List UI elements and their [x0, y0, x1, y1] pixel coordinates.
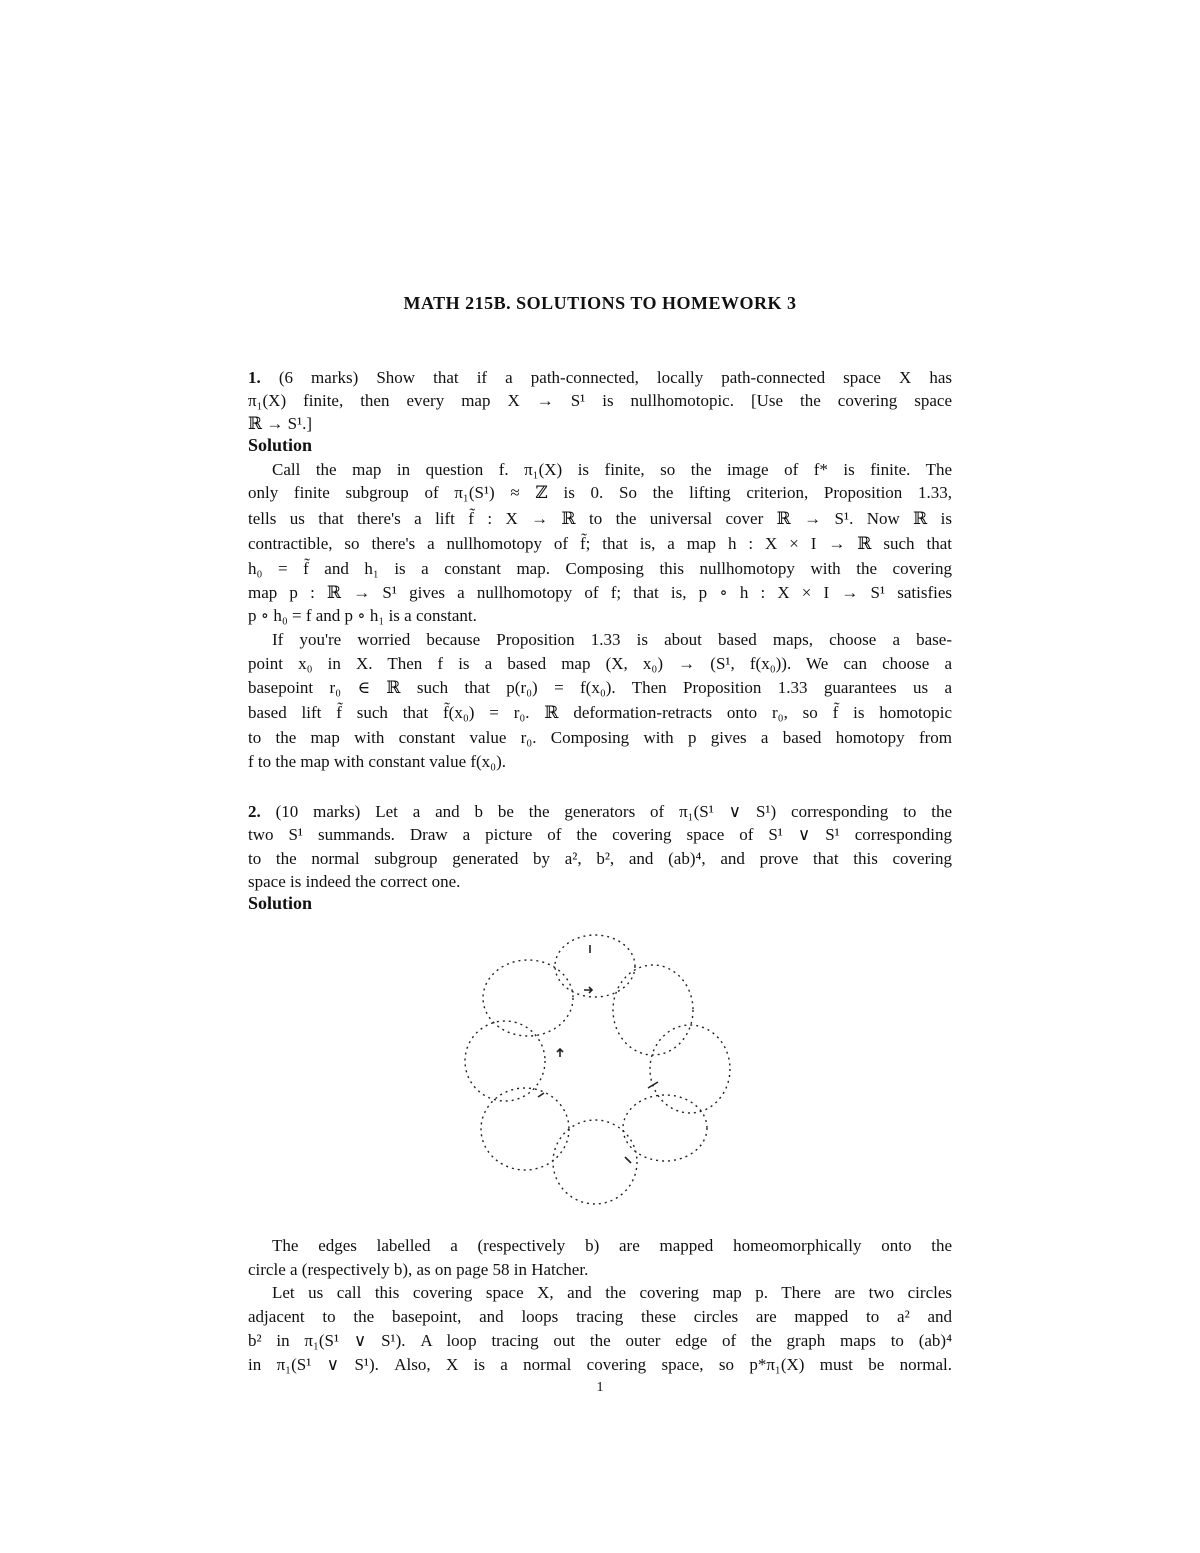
solution-1-line: If you're worried because Proposition 1.33 is about based maps, choose a base- [272, 630, 952, 649]
solution-1-line: Call the map in question f. π₁(X) is finite, so the image of f* is finite. The [272, 460, 952, 479]
problem-1-line: π₁(X) finite, then every map X → S¹ is nullhomotopic. [Use the covering space [248, 391, 952, 410]
solution-1-line: contractible, so there's a nullhomotopy of f̃; that is, a map h : X × I → ℝ such that [248, 534, 952, 553]
solution-2-line: The edges labelled a (respectively b) are mapped homeomorphically onto the [272, 1236, 952, 1255]
diagram-circle [553, 1120, 637, 1204]
solution-heading: Solution [248, 435, 313, 455]
problem-1-text: (6 marks) Show that if a path-connected, locally path-connected space X has [260, 368, 952, 387]
solution-1-line: f to the map with constant value f(x₀). [248, 752, 507, 771]
diagram-circle [481, 1088, 569, 1170]
problem-2-line: space is indeed the correct one. [248, 872, 461, 891]
arrow-icon [557, 1049, 563, 1057]
solution-1-line: p ∘ h₀ = f and p ∘ h₁ is a constant. [248, 606, 477, 625]
arrow-icon [584, 987, 592, 993]
solution-2-line: adjacent to the basepoint, and loops tracing these circles are mapped to a² and [248, 1307, 952, 1326]
solution-2-line: circle a (respectively b), as on page 58 in Hatcher. [248, 1260, 589, 1279]
arrow-icon [648, 1082, 658, 1088]
page-number: 1 [596, 1380, 604, 1395]
solution-1-line: h₀ = f̃ and h₁ is a constant map. Composing this nullhomotopy with the covering [248, 559, 952, 578]
diagram-circle [483, 960, 573, 1036]
solution-1-line: to the map with constant value r₀. Composing with p gives a based homotopy from [248, 728, 952, 747]
problem-2-line: two S¹ summands. Draw a picture of the covering space of S¹ ∨ S¹ corresponding [248, 825, 952, 844]
solution-1-line: point x₀ in X. Then f is a based map (X, x₀) → (S¹, f(x₀)). We can choose a [248, 654, 952, 673]
arrow-icon [625, 1157, 631, 1163]
problem-2-text: (10 marks) Let a and b be the generators of π₁(S¹ ∨ S¹) corresponding to the [260, 802, 952, 821]
covering-space-diagram [440, 925, 760, 1225]
solution-1-line: tells us that there's a lift f̃ : X → ℝ to the universal cover ℝ → S¹. Now ℝ is [248, 509, 952, 528]
diagram-circle [465, 1021, 545, 1101]
problem-1-line [248, 367, 952, 389]
problem-2-line [248, 801, 952, 823]
diagram-circle [650, 1025, 730, 1113]
page-title: MATH 215B. SOLUTIONS TO HOMEWORK 3 [403, 293, 797, 313]
solution-1-line: only finite subgroup of π₁(S¹) ≈ ℤ is 0. So the lifting criterion, Proposition 1.33, [248, 483, 952, 502]
diagram-circle [555, 935, 635, 997]
problem-1-line: ℝ → S¹.] [248, 414, 313, 433]
solution-2-line: b² in π₁(S¹ ∨ S¹). A loop tracing out the outer edge of the graph maps to (ab)⁴ [248, 1331, 952, 1350]
solution-1-line: map p : ℝ → S¹ gives a nullhomotopy of f; that is, p ∘ h : X × I → S¹ satisfies [248, 583, 952, 602]
problem-2-number: 2. [248, 802, 261, 821]
problem-2-line: to the normal subgroup generated by a², b², and (ab)⁴, and prove that this covering [248, 849, 952, 868]
solution-1-line: based lift f̃ such that f̃(x₀) = r₀. ℝ deformation-retracts onto r₀, so f̃ is homotopic [248, 703, 952, 722]
solution-2-line: Let us call this covering space X, and the covering map p. There are two circles [272, 1283, 952, 1302]
solution-1-line: basepoint r₀ ∈ ℝ such that p(r₀) = f(x₀). Then Proposition 1.33 guarantees us a [248, 678, 952, 697]
solution-heading: Solution [248, 893, 313, 913]
problem-1-number: 1. [248, 368, 261, 387]
arrow-icon [538, 1093, 544, 1097]
solution-2-line: in π₁(S¹ ∨ S¹). Also, X is a normal covering space, so p*π₁(X) must be normal. [248, 1355, 952, 1374]
diagram-circle [613, 965, 693, 1055]
